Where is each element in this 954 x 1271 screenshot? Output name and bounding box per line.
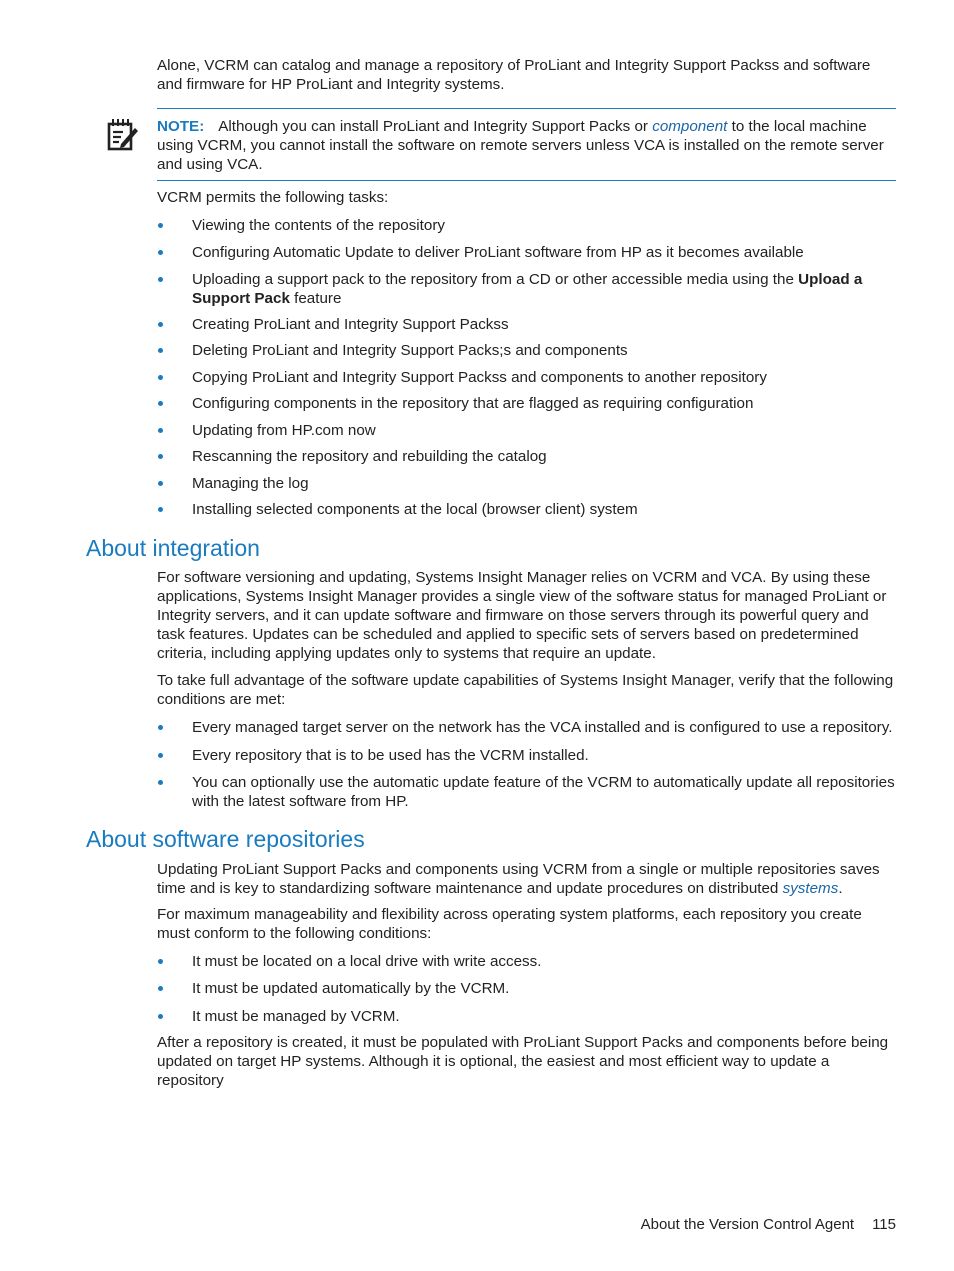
note-icon xyxy=(107,118,139,152)
tasks-list xyxy=(157,500,898,519)
list-item: Every repository that is to be used has the VCRM installed. xyxy=(157,746,898,765)
tasks-list xyxy=(157,421,898,440)
note-top-rule xyxy=(157,108,896,109)
list-item: Creating ProLiant and Integrity Support Packss xyxy=(157,315,898,334)
list-item: Updating from HP.com now xyxy=(157,421,898,440)
tasks-list xyxy=(157,447,898,466)
list-item: Viewing the contents of the repository xyxy=(157,216,898,235)
tasks-list xyxy=(157,394,898,413)
list-item: Deleting ProLiant and Integrity Support Packs;s and components xyxy=(157,341,898,360)
tasks-list xyxy=(157,341,898,360)
repository-conditions-list xyxy=(157,952,898,971)
footer-title: About the Version Control Agent xyxy=(640,1216,855,1233)
tasks-list xyxy=(157,216,898,235)
integration-heading: About integration xyxy=(86,535,260,561)
list-item: Managing the log xyxy=(157,474,898,493)
page-number: 115 xyxy=(872,1216,896,1233)
repository-conditions-list xyxy=(157,979,898,998)
tasks-list xyxy=(157,368,898,387)
repository-conditions-list xyxy=(157,1007,898,1026)
integration-paragraph-2: To take full advantage of the software update capabilities of Systems Insight Manager, verify that the following conditions are met: xyxy=(157,672,894,708)
upload-feature-name: Upload a Support Pack xyxy=(192,271,863,307)
list-item: You can optionally use the automatic update feature of the VCRM to automatically update all repositories with the latest software from HP. xyxy=(157,773,898,811)
list-item: Copying ProLiant and Integrity Support Packss and components to another repository xyxy=(157,368,898,387)
tasks-list xyxy=(157,474,898,493)
list-item: Installing selected components at the local (browser client) system xyxy=(157,500,898,519)
page-footer xyxy=(641,1215,896,1234)
tasks-list xyxy=(157,243,898,262)
integration-conditions-list xyxy=(157,773,898,811)
list-item: Configuring components in the repository that are flagged as requiring configuration xyxy=(157,394,898,413)
list-item: Configuring Automatic Update to deliver ProLiant software from HP as it becomes available xyxy=(157,243,898,262)
intro-paragraph: Alone, VCRM can catalog and manage a repository of ProLiant and Integrity Support Packss and software and firmware for HP ProLiant and Integrity systems. xyxy=(157,57,871,93)
note-text: NOTE: Although you can install ProLiant and Integrity Support Packs or component to the local machine using VCRM, you cannot install the software on remote servers unless VCA is installed on the remote server and using VCA. xyxy=(157,118,884,173)
list-item: Uploading a support pack to the repository from a CD or other accessible media using the Upload a Support Pack feature xyxy=(157,270,898,308)
repositories-paragraph-1: Updating ProLiant Support Packs and components using VCRM from a single or multiple repositories saves time and is key to standardizing software maintenance and update procedures on distributed systems. xyxy=(157,861,880,897)
list-item: It must be managed by VCRM. xyxy=(157,1007,898,1026)
list-item: Every managed target server on the network has the VCA installed and is configured to use a repository. xyxy=(157,718,898,737)
integration-conditions-list xyxy=(157,746,898,765)
systems-link[interactable]: systems xyxy=(782,880,839,897)
integration-paragraph-1: For software versioning and updating, Systems Insight Manager relies on VCRM and VCA. By using these applications, Systems Insight Manager provides a single view of the software status for managed ProLiant or Integrity servers, and it can update software and firmware on those servers through its powerful query and task features. Updates can be scheduled and applied to specific sets of servers based on predetermined criteria, including applying updates only to systems that require an update. xyxy=(157,569,887,662)
tasks-intro: VCRM permits the following tasks: xyxy=(157,189,389,206)
repositories-paragraph-2: For maximum manageability and flexibility across operating system platforms, each repository you create must conform to the following conditions: xyxy=(157,906,862,942)
list-item: Rescanning the repository and rebuilding the catalog xyxy=(157,447,898,466)
integration-conditions-list xyxy=(157,718,898,737)
list-item: It must be located on a local drive with write access. xyxy=(157,952,898,971)
tasks-list xyxy=(157,315,898,334)
repositories-heading: About software repositories xyxy=(86,826,365,852)
list-item: It must be updated automatically by the VCRM. xyxy=(157,979,898,998)
component-link[interactable]: component xyxy=(652,118,728,135)
note-label: NOTE: xyxy=(157,118,205,135)
note-bottom-rule xyxy=(157,180,896,181)
tasks-list xyxy=(157,270,898,308)
repositories-paragraph-3: After a repository is created, it must be populated with ProLiant Support Packs and components before being updated on target HP systems. Although it is optional, the easiest and most efficient way to update a repository xyxy=(157,1034,889,1089)
